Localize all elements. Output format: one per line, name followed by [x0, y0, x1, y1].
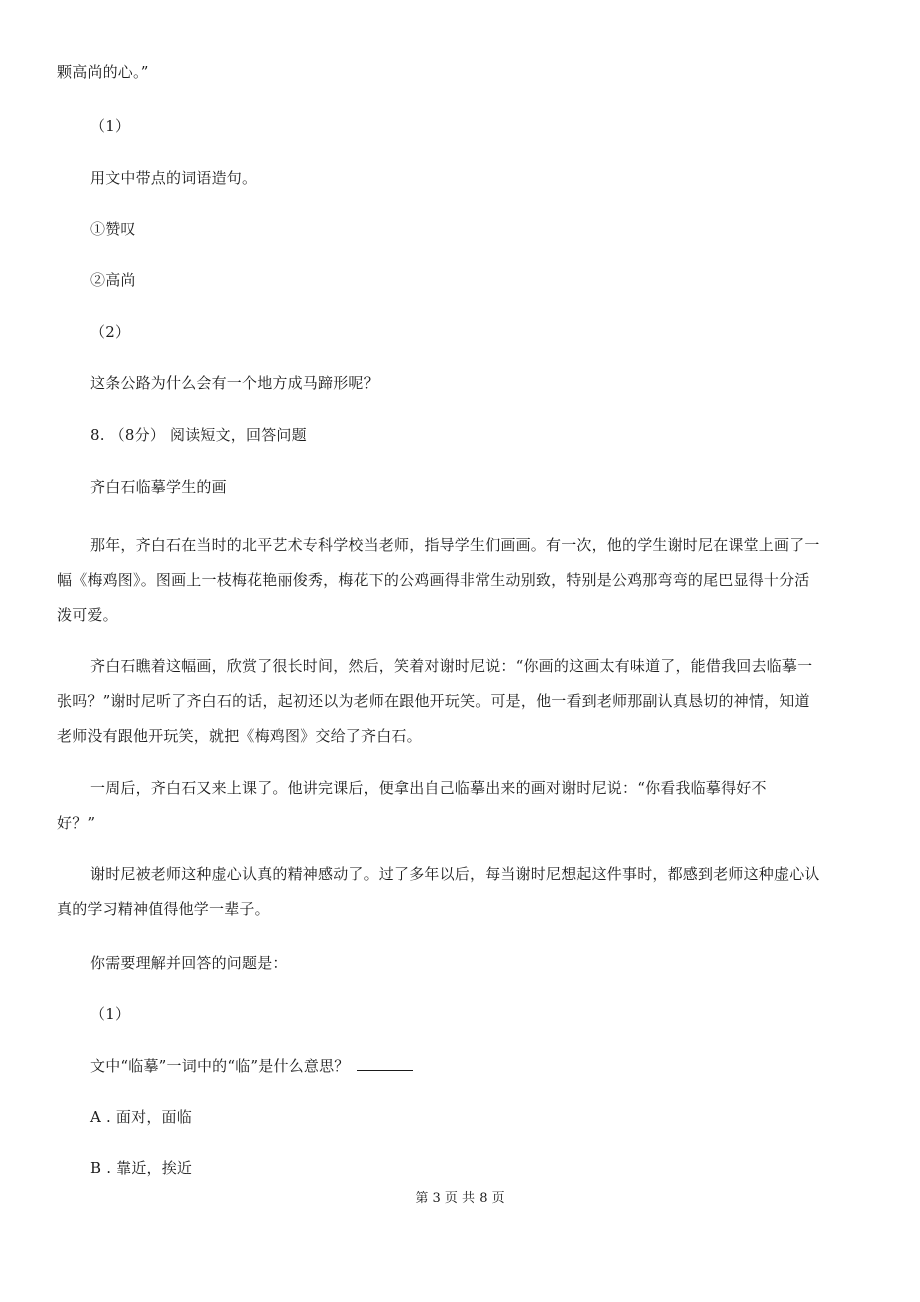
paragraph-line: 张吗？”谢时尼听了齐白石的话，起初还以为老师在跟他开玩笑。可是，他一看到老师那副认真恳切的神情，知道	[57, 692, 810, 710]
paragraph-line: 幅《梅鸡图》。图画上一枝梅花艳丽俊秀，梅花下的公鸡画得非常生动别致，特别是公鸡那弯弯的尾巴显得十分活	[57, 571, 810, 589]
q8-sub1-question	[90, 1056, 413, 1076]
passage-paragraph-1	[57, 528, 867, 633]
passage-paragraph-3	[57, 771, 867, 841]
paragraph-line: 老师没有跟他开玩笑，就把《梅鸡图》交给了齐白石。	[57, 727, 422, 745]
q7-sub1-label: （1）	[90, 117, 131, 135]
paragraph-line: 一周后，齐白石又来上课了。他讲完课后，便拿出自己临摹出来的画对谢时尼说：“你看我临摹得好不	[90, 779, 767, 797]
paragraph-line: 泼可爱。	[57, 606, 118, 624]
q7-sub2-label: （2）	[90, 323, 131, 341]
page-footer: 第 3 页 共 8 页	[415, 1191, 505, 1206]
q8-intro: 你需要理解并回答的问题是：	[90, 954, 288, 972]
q8-header: 8. （8分） 阅读短文，回答问题	[90, 426, 307, 444]
q7-item-2: ②高尚	[90, 271, 136, 289]
passage-paragraph-2	[57, 649, 867, 754]
option-b: B . 靠近，挨近	[90, 1159, 193, 1177]
q7-sub1-prompt: 用文中带点的词语造句。	[90, 169, 258, 187]
paragraph-line: 好？”	[57, 814, 96, 832]
answer-blank[interactable]	[357, 1056, 413, 1071]
option-a: A . 面对，面临	[90, 1108, 192, 1126]
text-fragment-continued: 颗高尚的心。”	[57, 63, 149, 81]
q7-sub2-prompt: 这条公路为什么会有一个地方成马蹄形呢？	[90, 374, 379, 392]
passage-title: 齐白石临摹学生的画	[90, 478, 227, 496]
q7-item-1: ①赞叹	[90, 220, 136, 238]
q8-sub1-prompt: 文中“临摹”一词中的“临”是什么意思？	[90, 1057, 350, 1075]
q8-sub1-label: （1）	[90, 1005, 131, 1023]
passage-paragraph-4	[57, 857, 867, 927]
paragraph-line: 齐白石瞧着这幅画，欣赏了很长时间，然后，笑着对谢时尼说：“你画的这画太有味道了，能借我回去临摹一	[90, 657, 813, 675]
paragraph-line: 真的学习精神值得他学一辈子。	[57, 900, 270, 918]
paragraph-line: 那年，齐白石在当时的北平艺术专科学校当老师，指导学生们画画。有一次，他的学生谢时尼在课堂上画了一	[90, 536, 820, 554]
paragraph-line: 谢时尼被老师这种虚心认真的精神感动了。过了多年以后，每当谢时尼想起这件事时，都感到老师这种虚心认	[90, 865, 820, 883]
